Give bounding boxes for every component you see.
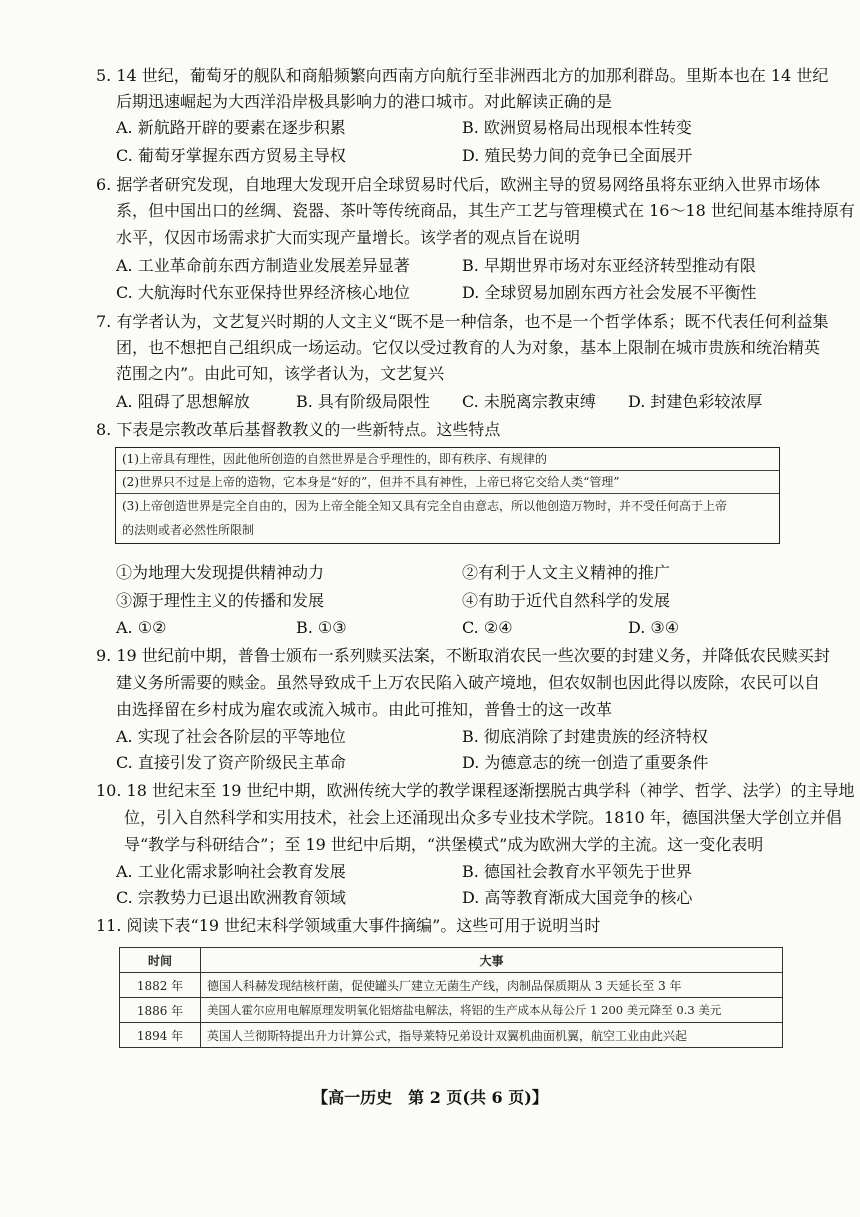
q8-statement-1: ①为地理大发现提供精神动力 <box>116 563 325 582</box>
q7-option-a: A. 阻碍了思想解放 <box>116 392 250 411</box>
q8-option-b: B. ①③ <box>296 618 347 637</box>
q6-option-a: A. 工业革命前东西方制造业发展差异显著 <box>116 256 410 275</box>
q11-stem: 11. 阅读下表“19 世纪末科学领域重大事件摘编”。这些可用于说明当时 <box>96 916 601 935</box>
q8-statement-3: ③源于理性主义的传播和发展 <box>116 591 325 610</box>
q10-option-a: A. 工业化需求影响社会教育发展 <box>116 862 346 881</box>
q8-feature-row3-line: 的法则或者必然性所限制 <box>122 523 255 537</box>
table-cell-event: 美国人霍尔应用电解原理发明氧化铝熔盐电解法，将铝的生产成本从每公斤 1 200 美元降至 0.3 美元 <box>201 998 783 1023</box>
table-row <box>120 998 783 1023</box>
q8-option-d: D. ③④ <box>628 618 680 637</box>
q7-stem-line: 7. 有学者认为，文艺复兴时期的人文主义“既不是一种信条，也不是一个哲学体系；既不代表任何利益集 <box>96 312 829 331</box>
table-cell-year: 1882 年 <box>120 973 201 998</box>
q6-option-c: C. 大航海时代东亚保持世界经济核心地位 <box>116 283 410 302</box>
q5-stem-line: 后期迅速崛起为大西洋沿岸极具影响力的港口城市。对此解读正确的是 <box>116 92 613 111</box>
column-header-time: 时间 <box>120 948 201 973</box>
q6-stem-line: 6. 据学者研究发现，自地理大发现开启全球贸易时代后，欧洲主导的贸易网络虽将东亚纳入世界市场体 <box>96 175 821 194</box>
q7-option-d: D. 封建色彩较浓厚 <box>628 392 763 411</box>
q9-option-c: C. 直接引发了资产阶级民主革命 <box>116 753 346 772</box>
q7-stem-line: 团，也不想把自己组织成一场运动。它仅以受过教育的人为对象，基本上限制在城市贵族和统治精英 <box>116 338 821 357</box>
q10-option-d: D. 高等教育渐成大国竞争的核心 <box>462 888 693 907</box>
table-row <box>120 973 783 998</box>
q9-option-b: B. 彻底消除了封建贵族的经济特权 <box>462 727 708 746</box>
q8-statement-4: ④有助于近代自然科学的发展 <box>462 591 671 610</box>
q8-option-c: C. ②④ <box>462 618 513 637</box>
table-cell-year: 1894 年 <box>120 1023 201 1048</box>
q6-option-b: B. 早期世界市场对东亚经济转型推动有限 <box>462 256 756 275</box>
q10-stem-line: 导“教学与科研结合”；至 19 世纪中后期，“洪堡模式”成为欧洲大学的主流。这一变化表明 <box>124 835 764 854</box>
q8-stem: 8. 下表是宗教改革后基督教教义的一些新特点。这些特点 <box>96 420 501 439</box>
q5-option-b: B. 欧洲贸易格局出现根本性转变 <box>462 118 692 137</box>
q8-option-a: A. ①② <box>116 618 167 637</box>
q6-stem-line: 系，但中国出口的丝绸、瓷器、茶叶等传统商品，其生产工艺与管理模式在 16～18 世纪间基本维持原有 <box>116 201 855 220</box>
page-footer: 【高一历史 第 2 页(共 6 页)】 <box>312 1088 548 1107</box>
q11-events-table <box>119 947 783 1048</box>
q6-option-d: D. 全球贸易加剧东西方社会发展不平衡性 <box>462 283 757 302</box>
table-cell-year: 1886 年 <box>120 998 201 1023</box>
table-row <box>120 1023 783 1048</box>
q8-feature-row: (2)世界只不过是上帝的造物，它本身是“好的”，但并不具有神性，上帝已将它交给人类“管理” <box>116 471 779 494</box>
q9-stem-line: 9. 19 世纪前中期，普鲁士颁布一系列赎买法案，不断取消农民一些次要的封建义务，并降低农民赎买封 <box>96 646 830 665</box>
q5-option-a: A. 新航路开辟的要素在逐步积累 <box>116 118 346 137</box>
q7-option-b: B. 具有阶级局限性 <box>296 392 430 411</box>
table-cell-event: 德国人科赫发现结核杆菌，促使罐头厂建立无菌生产线，肉制品保质期从 3 天延长至 3 年 <box>201 973 783 998</box>
q5-option-c: C. 葡萄牙掌握东西方贸易主导权 <box>116 146 346 165</box>
q5-stem-line: 5. 14 世纪，葡萄牙的舰队和商船频繁向西南方向航行至非洲西北方的加那利群岛。里斯本也在 14 世纪 <box>96 66 829 85</box>
q10-option-b: B. 德国社会教育水平领先于世界 <box>462 862 692 881</box>
q8-feature-row <box>116 494 779 543</box>
column-header-event: 大事 <box>201 948 783 973</box>
q8-feature-table <box>115 447 780 544</box>
table-cell-event: 英国人兰彻斯特提出升力计算公式，指导莱特兄弟设计双翼机曲面机翼，航空工业由此兴起 <box>201 1023 783 1048</box>
q10-option-c: C. 宗教势力已退出欧洲教育领域 <box>116 888 346 907</box>
q9-option-d: D. 为德意志的统一创造了重要条件 <box>462 753 709 772</box>
q7-stem-line: 范围之内”。由此可知，该学者认为，文艺复兴 <box>116 364 445 383</box>
q8-statement-2: ②有利于人文主义精神的推广 <box>462 563 671 582</box>
q5-option-d: D. 殖民势力间的竞争已全面展开 <box>462 146 693 165</box>
q8-feature-row3-line: (3)上帝创造世界是完全自由的，因为上帝全能全知又具有完全自由意志，所以他创造万物时，并不受任何高于上帝 <box>122 499 728 513</box>
q10-stem-line: 位，引入自然科学和实用技术，社会上还涌现出众多专业技术学院。1810 年，德国洪堡大学创立并倡 <box>124 808 842 827</box>
table-header-row <box>120 948 783 973</box>
q8-feature-row: (1)上帝具有理性，因此他所创造的自然世界是合乎理性的，即有秩序、有规律的 <box>116 448 779 471</box>
q7-option-c: C. 未脱离宗教束缚 <box>462 392 596 411</box>
q10-stem-line: 10. 18 世纪末至 19 世纪中期，欧洲传统大学的教学课程逐渐摆脱古典学科（神学、哲学、法学）的主导地 <box>96 781 855 800</box>
q9-option-a: A. 实现了社会各阶层的平等地位 <box>116 727 346 746</box>
q6-stem-line: 水平，仅因市场需求扩大而实现产量增长。该学者的观点旨在说明 <box>116 228 581 247</box>
q9-stem-line: 由选择留在乡村成为雇农或流入城市。由此可推知，普鲁士的这一改革 <box>116 700 613 719</box>
q9-stem-line: 建义务所需要的赎金。虽然导致成千上万农民陷入破产境地，但农奴制也因此得以废除，农民可以自 <box>116 673 821 692</box>
